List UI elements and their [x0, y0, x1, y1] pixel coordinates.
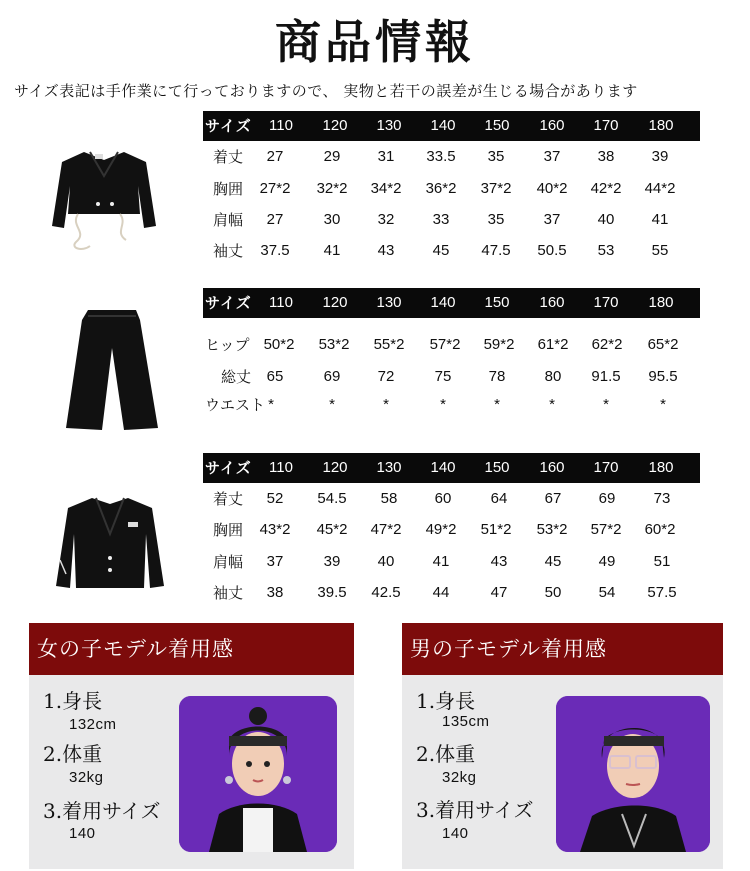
table-row: [203, 174, 700, 204]
spec-label-height: 1.身長: [416, 689, 476, 713]
table-cell: 40: [377, 553, 395, 570]
table-cell: 31: [377, 148, 395, 165]
table-cell: 53: [597, 242, 615, 259]
spec-value-weight: 32kg: [442, 769, 477, 786]
spec-label-size: 3.着用サイズ: [416, 798, 534, 822]
spec-value-height: 132cm: [69, 716, 117, 733]
table-cell: 40: [597, 211, 615, 228]
table-cell: 35: [487, 148, 505, 165]
model-card-title: 女の子モデル着用感: [29, 623, 354, 675]
row-label: 胸囲: [213, 521, 244, 539]
table-cell: 47: [490, 584, 508, 601]
row-label: 着丈: [213, 148, 244, 166]
size-header-row: [203, 453, 700, 483]
table-row: [203, 362, 700, 392]
table-cell: 65: [266, 368, 284, 385]
table-cell: 37.5: [260, 242, 290, 259]
table-cell: 37*2: [480, 180, 512, 197]
table-cell: 27: [266, 211, 284, 228]
row-label: ヒップ: [205, 336, 250, 354]
table-cell: 50*2: [263, 336, 295, 353]
size-header-cell: 110: [269, 459, 293, 476]
size-header-cell: 180: [648, 459, 674, 476]
size-header-cell: 130: [376, 294, 402, 311]
spec-value-height: 135cm: [442, 713, 490, 730]
table-row: [203, 205, 700, 235]
table-row: [203, 578, 700, 608]
size-header-cell: 150: [484, 294, 510, 311]
table-cell: 72: [377, 368, 395, 385]
spec-label-weight: 2.体重: [416, 742, 476, 766]
table-cell: 47*2: [370, 521, 402, 538]
table-cell: 60: [434, 490, 452, 507]
model-card-title: 男の子モデル着用感: [402, 623, 723, 675]
table-cell: 36*2: [425, 180, 457, 197]
size-header-cell: 150: [484, 459, 510, 476]
table-cell: 27: [266, 148, 284, 165]
table-cell: 59*2: [483, 336, 515, 353]
table-cell: 45: [544, 553, 562, 570]
size-header-cell: 120: [322, 117, 348, 134]
size-header-cell: 170: [593, 459, 619, 476]
table-cell: 32*2: [316, 180, 348, 197]
table-cell: 37: [543, 148, 561, 165]
size-header-cell: 120: [322, 459, 348, 476]
table-cell: 49*2: [425, 521, 457, 538]
page-title: 商品情報: [275, 15, 475, 69]
size-header-cell: 160: [539, 294, 565, 311]
table-cell: 80: [544, 368, 562, 385]
table-cell: 51*2: [480, 521, 512, 538]
table-cell: 62*2: [591, 336, 623, 353]
table-cell: 51: [653, 553, 671, 570]
table-cell: 45*2: [316, 521, 348, 538]
table-cell: 49: [598, 553, 616, 570]
table-cell: 57.5: [647, 584, 677, 601]
row-label: 袖丈: [213, 242, 244, 260]
size-header-cell: 150: [484, 117, 510, 134]
table-cell: *: [329, 396, 335, 413]
table-cell: 64: [490, 490, 508, 507]
table-cell: 42*2: [590, 180, 622, 197]
spec-value-size: 140: [69, 825, 96, 842]
table-cell: 37: [543, 211, 561, 228]
boy-model-photo: [556, 696, 710, 852]
long-jacket-image: [52, 494, 170, 594]
table-cell: 44*2: [644, 180, 676, 197]
table-cell: 39.5: [317, 584, 347, 601]
table-cell: 69: [323, 368, 341, 385]
table-cell: 44: [432, 584, 450, 601]
size-table-cropped-jacket: [203, 111, 700, 271]
table-cell: 41: [651, 211, 669, 228]
table-cell: 43: [490, 553, 508, 570]
table-cell: 60*2: [644, 521, 676, 538]
table-row: [203, 547, 700, 577]
table-cell: 39: [323, 553, 341, 570]
table-cell: 38: [597, 148, 615, 165]
table-cell: 55: [651, 242, 669, 259]
table-cell: 95.5: [648, 368, 678, 385]
size-header-cell: 140: [430, 117, 456, 134]
table-cell: 43: [377, 242, 395, 259]
row-label: 袖丈: [213, 584, 244, 602]
table-cell: *: [549, 396, 555, 413]
table-cell: 37: [266, 553, 284, 570]
wide-pants-image: [60, 308, 160, 432]
size-table-pants: [203, 288, 700, 420]
row-label: ウエスト: [205, 396, 266, 414]
table-cell: 65*2: [647, 336, 679, 353]
table-cell: 69: [598, 490, 616, 507]
size-header-cell: 130: [376, 459, 402, 476]
size-header-label: サイズ: [205, 459, 252, 477]
table-cell: 57*2: [429, 336, 461, 353]
table-cell: 29: [323, 148, 341, 165]
table-row: [203, 236, 700, 266]
size-header-cell: 140: [430, 294, 456, 311]
table-cell: 55*2: [373, 336, 405, 353]
row-label: 肩幅: [213, 211, 244, 229]
size-header-label: サイズ: [205, 117, 252, 135]
row-label: 総丈: [221, 368, 252, 386]
table-row: [203, 515, 700, 545]
size-header-cell: 160: [539, 459, 565, 476]
table-cell: 54.5: [317, 490, 347, 507]
size-disclaimer: サイズ表記は手作業にて行っておりますので、 実物と若干の誤差が生じる場合があります: [14, 82, 638, 100]
table-cell: 41: [323, 242, 341, 259]
girl-model-photo: [179, 696, 337, 852]
spec-value-weight: 32kg: [69, 769, 104, 786]
table-cell: *: [494, 396, 500, 413]
table-cell: 33.5: [426, 148, 456, 165]
table-row: [203, 390, 700, 420]
table-cell: 43*2: [259, 521, 291, 538]
table-cell: 35: [487, 211, 505, 228]
table-cell: 45: [432, 242, 450, 259]
size-table-long-jacket: [203, 453, 700, 609]
table-cell: *: [268, 396, 274, 413]
table-cell: 57*2: [590, 521, 622, 538]
spec-value-size: 140: [442, 825, 469, 842]
table-row: [203, 330, 700, 360]
table-cell: 78: [488, 368, 506, 385]
table-cell: 58: [380, 490, 398, 507]
table-cell: 73: [653, 490, 671, 507]
size-header-cell: 120: [322, 294, 348, 311]
size-header-cell: 130: [376, 117, 402, 134]
table-cell: 38: [266, 584, 284, 601]
spec-label-weight: 2.体重: [43, 742, 103, 766]
table-cell: 41: [432, 553, 450, 570]
size-header-label: サイズ: [205, 294, 252, 312]
girl-model-card: [29, 623, 354, 869]
table-cell: 75: [434, 368, 452, 385]
spec-label-size: 3.着用サイズ: [43, 799, 161, 823]
table-cell: 67: [544, 490, 562, 507]
table-row: [203, 484, 700, 514]
table-cell: 42.5: [371, 584, 401, 601]
table-cell: *: [440, 396, 446, 413]
table-cell: 50: [544, 584, 562, 601]
table-cell: *: [383, 396, 389, 413]
table-cell: 54: [598, 584, 616, 601]
table-cell: 52: [266, 490, 284, 507]
table-cell: 34*2: [370, 180, 402, 197]
table-cell: 61*2: [537, 336, 569, 353]
table-cell: 32: [377, 211, 395, 228]
row-label: 着丈: [213, 490, 244, 508]
table-cell: 39: [651, 148, 669, 165]
table-cell: 40*2: [536, 180, 568, 197]
size-header-cell: 180: [648, 117, 674, 134]
table-cell: 50.5: [537, 242, 567, 259]
size-header-cell: 110: [269, 294, 293, 311]
size-header-cell: 170: [593, 294, 619, 311]
table-cell: *: [660, 396, 666, 413]
boy-model-card: [402, 623, 723, 869]
table-cell: 47.5: [481, 242, 511, 259]
table-cell: *: [603, 396, 609, 413]
spec-label-height: 1.身長: [43, 689, 103, 713]
table-cell: 53*2: [318, 336, 350, 353]
size-header-row: [203, 288, 700, 318]
size-header-cell: 170: [593, 117, 619, 134]
row-label: 胸囲: [213, 180, 244, 198]
row-label: 肩幅: [213, 553, 244, 571]
table-cell: 30: [323, 211, 341, 228]
table-cell: 91.5: [591, 368, 621, 385]
table-cell: 33: [432, 211, 450, 228]
size-header-cell: 110: [269, 117, 293, 134]
table-cell: 27*2: [259, 180, 291, 197]
table-cell: 53*2: [536, 521, 568, 538]
table-row: [203, 142, 700, 172]
cropped-jacket-image: [48, 146, 160, 256]
size-header-cell: 180: [648, 294, 674, 311]
size-header-cell: 140: [430, 459, 456, 476]
size-header-cell: 160: [539, 117, 565, 134]
size-header-row: [203, 111, 700, 141]
